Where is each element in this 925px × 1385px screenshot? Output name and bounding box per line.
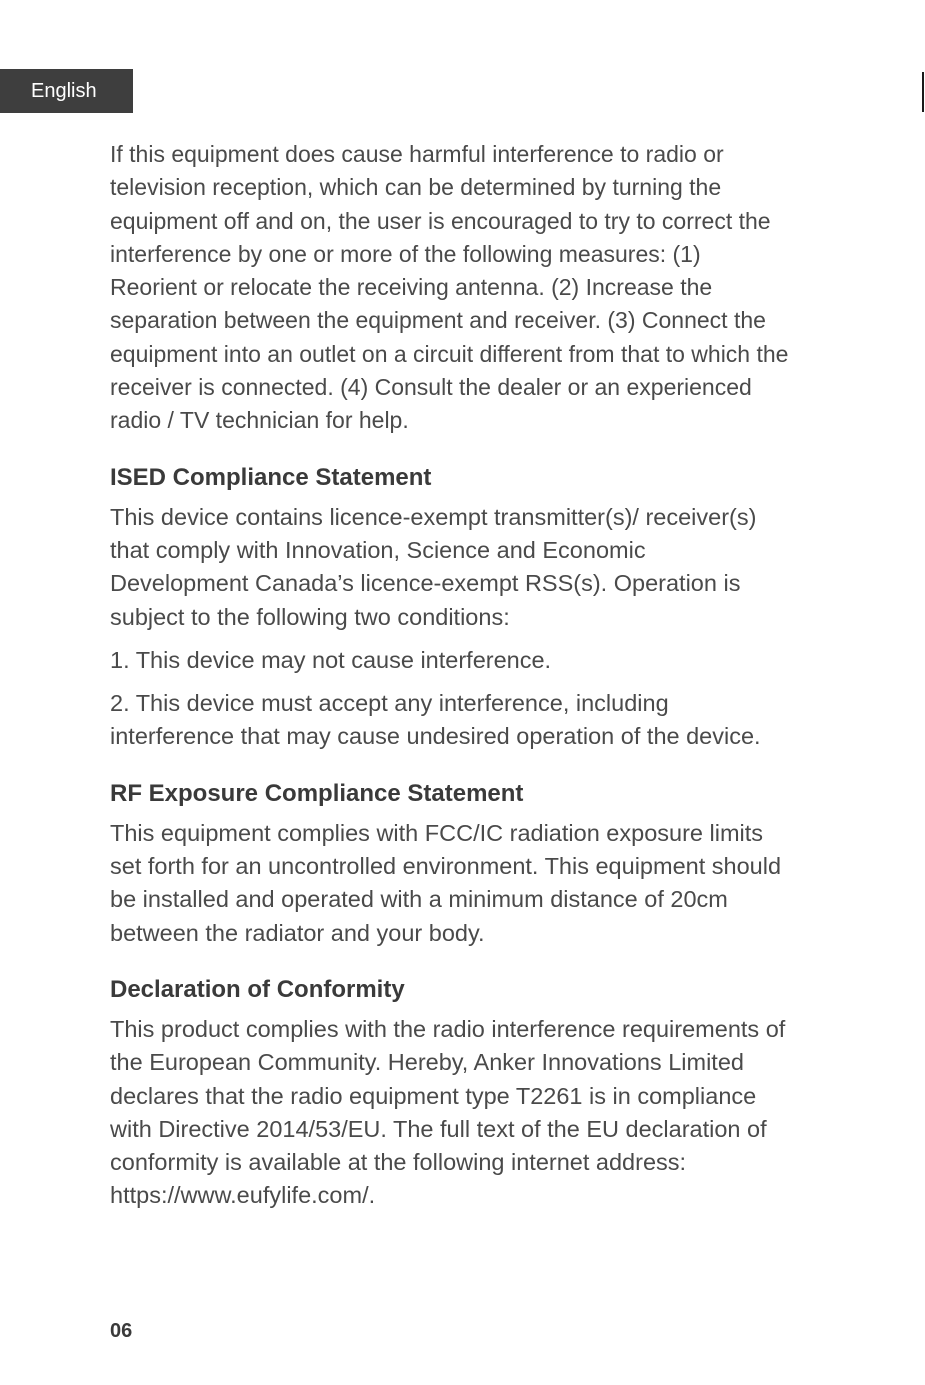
page-number: 06 <box>110 1320 133 1342</box>
interference-measures-paragraph: If this equipment does cause harmful interference to radio or television reception, which can be determined by turning the equipment off and on, the user is encouraged to try to correct the interference by one or more of the following measures: (1) Reorient or relocate the receiving antenna. (2) Increase the separation between the equipment and receiver. (3) Connect the equipment into an outlet on a circuit different from that to which the receiver is connected. (4) Consult the dealer or an experienced radio / TV technician for help. <box>110 141 789 434</box>
ised-condition-1: 1. This device may not cause interference. <box>110 646 552 673</box>
ised-heading: ISED Compliance Statement <box>110 463 432 491</box>
rf-exposure-paragraph: This equipment complies with FCC/IC radiation exposure limits set forth for an uncontrolled environment. This equipment should be installed and operated with a minimum distance of 20cm between the radiator and your body. <box>110 819 782 946</box>
declaration-heading: Declaration of Conformity <box>110 975 405 1003</box>
page-edge-mark <box>922 72 924 112</box>
ised-condition-2: 2. This device must accept any interference, including interference that may cause undesired operation of the device. <box>110 690 761 750</box>
rf-exposure-heading: RF Exposure Compliance Statement <box>110 779 524 807</box>
language-tab: English <box>0 69 133 113</box>
ised-paragraph: This device contains licence-exempt transmitter(s)/ receiver(s) that comply with Innovation, Science and Economic Development Canada’s licence-exempt RSS(s). Operation is subject to the following two conditions: <box>110 503 757 630</box>
document-body <box>110 138 790 1213</box>
declaration-paragraph: This product complies with the radio interference requirements of the European Community. Hereby, Anker Innovations Limited declares that the radio equipment type T2261 is in compliance with Directive 2014/53/EU. The full text of the EU declaration of conformity is available at the following internet address: https://www.eufylife.com/. <box>110 1015 786 1209</box>
